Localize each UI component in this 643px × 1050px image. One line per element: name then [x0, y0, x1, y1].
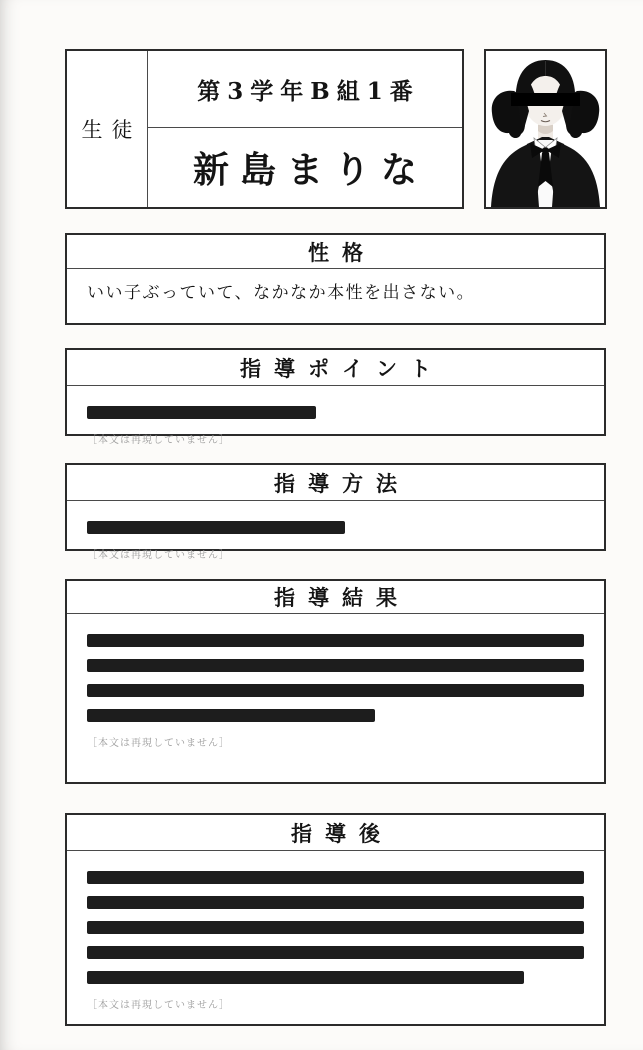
portrait-illustration — [486, 51, 605, 207]
student-label: 生徒 — [67, 51, 148, 207]
section-personality-body: いい子ぶっていて、なかなか本性を出さない。 — [87, 283, 476, 303]
section-guidance-result — [65, 579, 606, 784]
section-guidance-point-title: 指導ポイント — [67, 350, 604, 386]
section-after-guidance-title: 指導後 — [67, 815, 604, 851]
section-after-guidance — [65, 813, 606, 1026]
student-name: 新島まりな — [192, 149, 428, 191]
section-guidance-result-body-redacted: ［本文は再現していません］ — [67, 614, 604, 757]
student-id-table — [65, 49, 464, 209]
section-guidance-method — [65, 463, 606, 561]
section-guidance-method-body-redacted: ［本文は再現していません］ — [67, 501, 604, 569]
censor-bar-icon — [511, 93, 580, 106]
student-id-right-column — [148, 51, 462, 207]
section-personality — [65, 233, 606, 325]
section-guidance-method-title: 指導方法 — [67, 465, 604, 501]
student-portrait — [484, 49, 607, 209]
section-guidance-result-title: 指導結果 — [67, 581, 604, 614]
section-guidance-point — [65, 348, 606, 446]
section-guidance-point-body-redacted: ［本文は再現していません］ — [67, 386, 604, 454]
class-number-line: 第3学年B組1番 — [148, 51, 462, 128]
section-after-guidance-body-redacted: ［本文は再現していません］ — [67, 851, 604, 1019]
section-personality-title: 性格 — [67, 235, 604, 269]
